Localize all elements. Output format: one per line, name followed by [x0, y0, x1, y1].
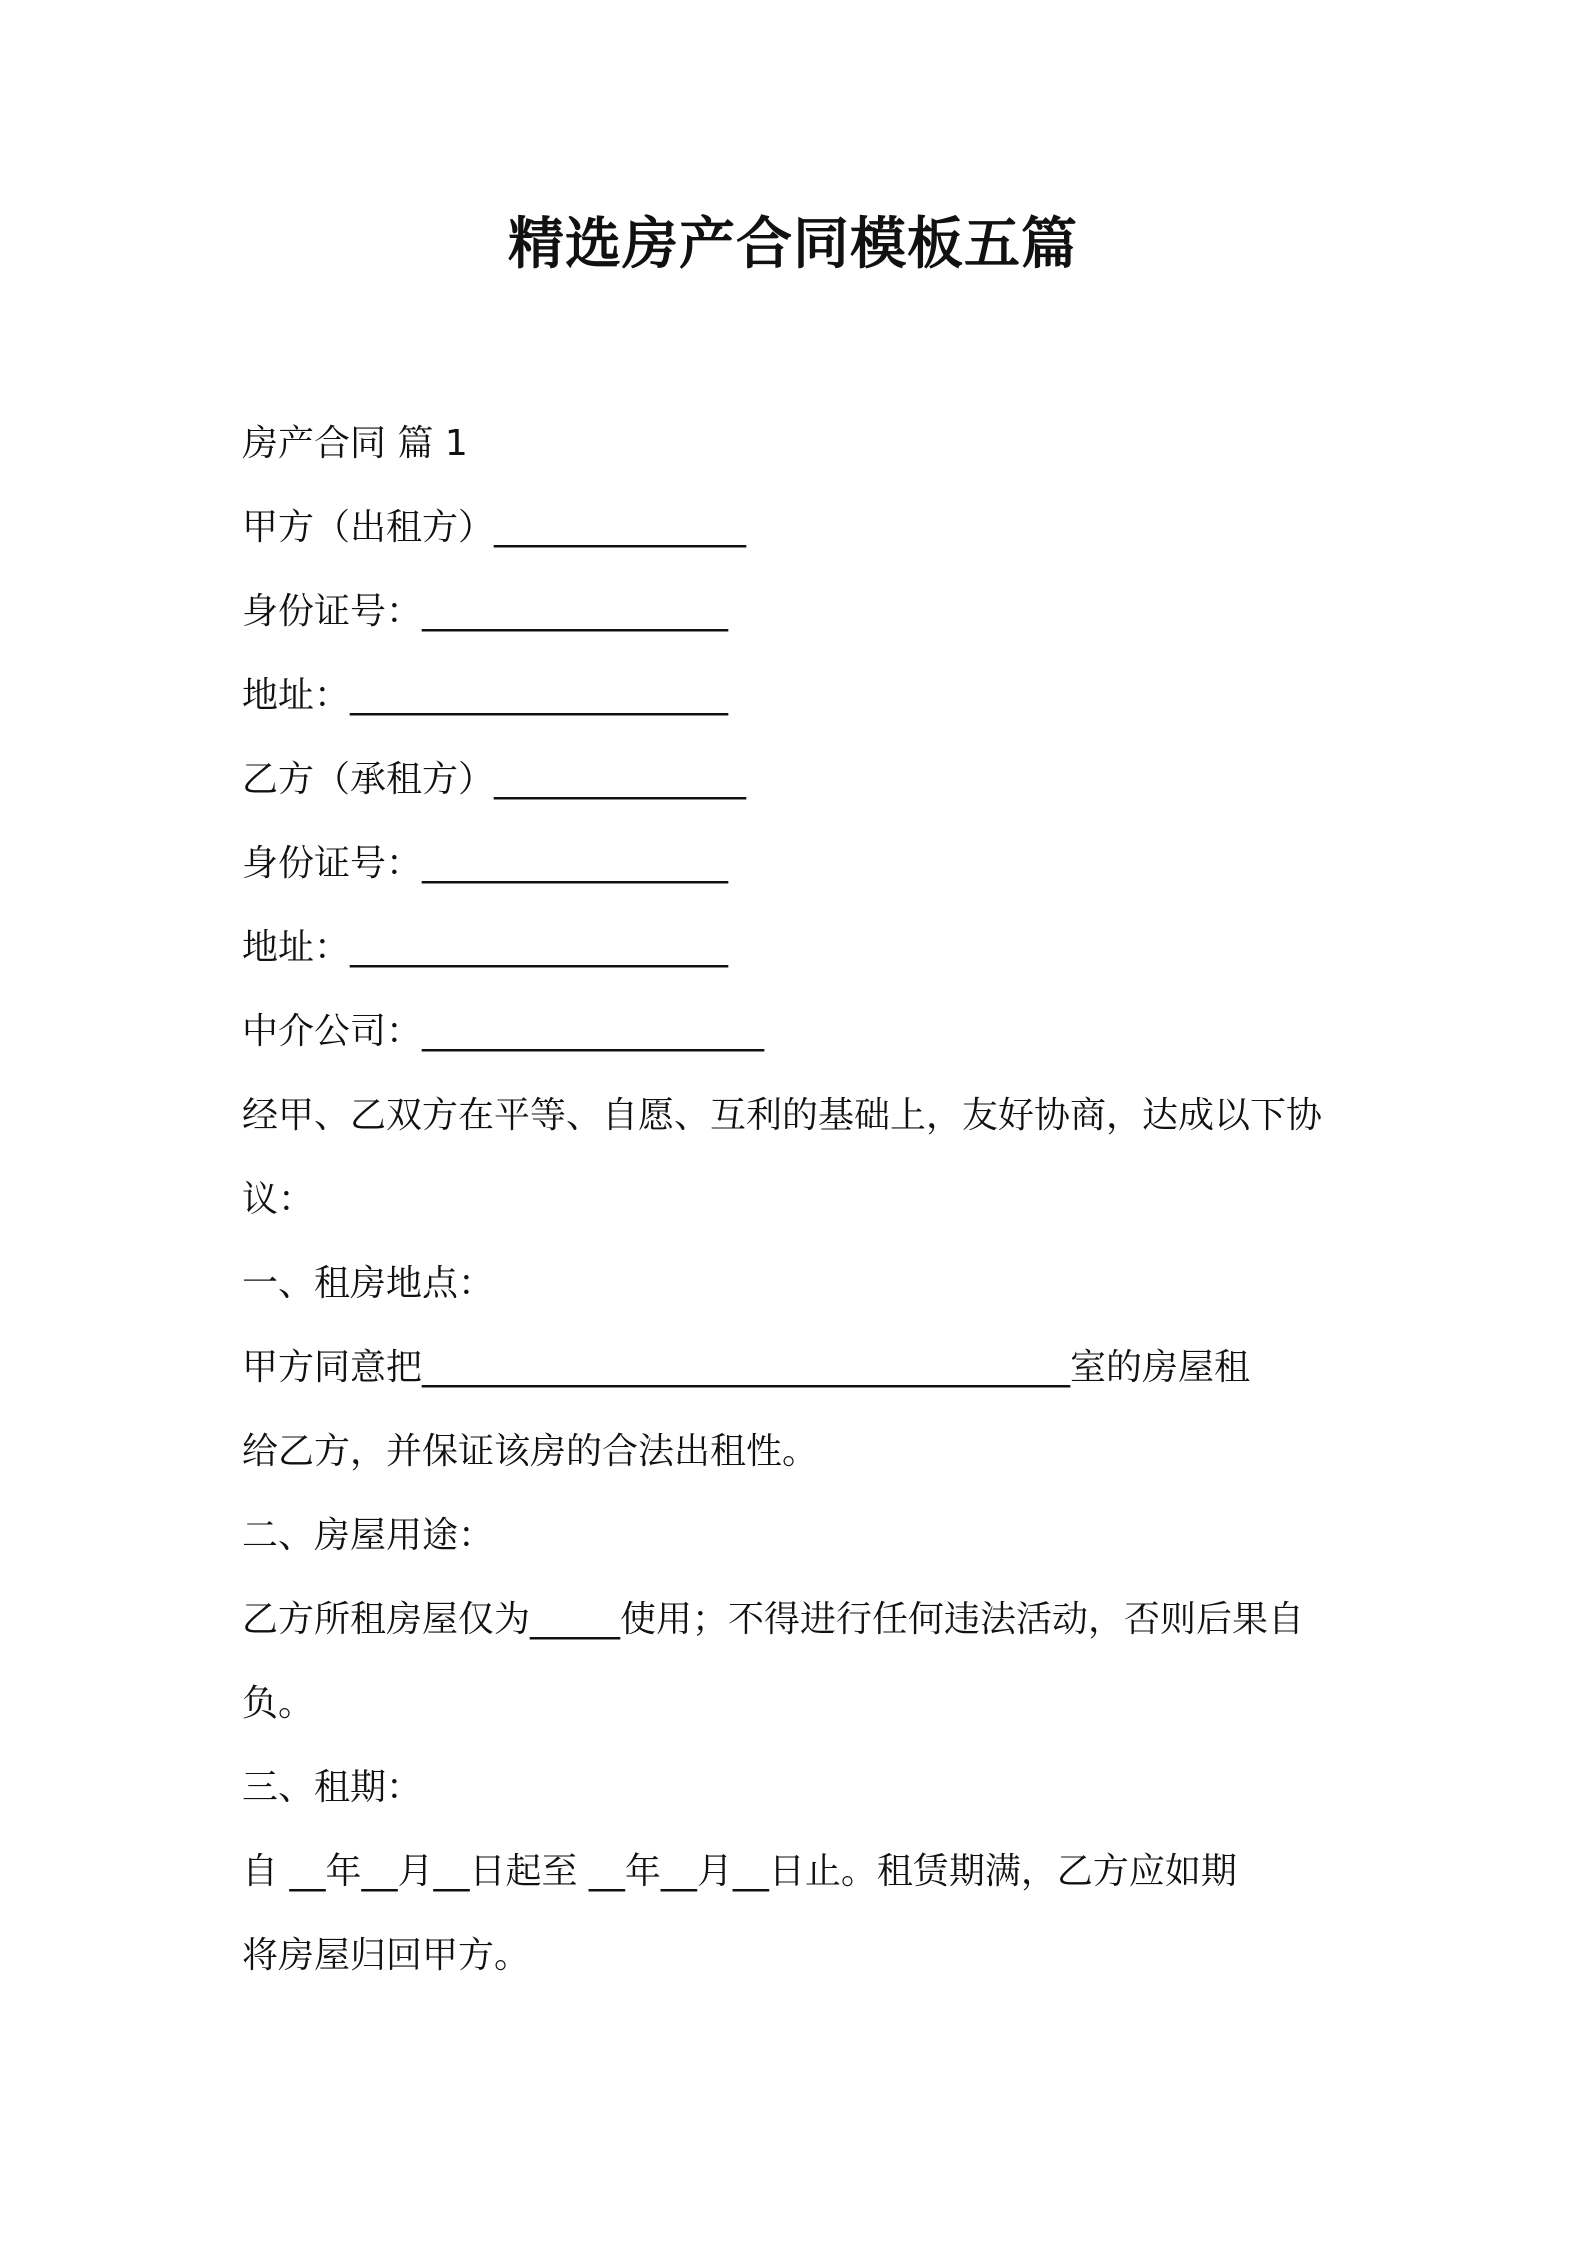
- clause-3-text-line-1: 自 __年__月__日起至 __年__月__日止。租赁期满，乙方应如期: [242, 1851, 1237, 1892]
- clause-2-text-line-2: 负。: [242, 1683, 315, 1724]
- document-body: [242, 402, 1362, 1998]
- party-b-address-line: 地址：_____________________: [242, 927, 729, 968]
- clause-3-heading: 三、租期：: [242, 1767, 423, 1808]
- party-a-line: 甲方（出租方）______________: [242, 507, 747, 548]
- party-a-id-line: 身份证号：_________________: [242, 591, 729, 632]
- document-title: 精选房产合同模板五篇: [508, 212, 1078, 277]
- section-heading-contract-1: 房产合同 篇 1: [242, 423, 468, 464]
- agreement-intro-line-1: 经甲、乙双方在平等、自愿、互利的基础上，友好协商，达成以下协: [242, 1095, 1323, 1136]
- clause-3-text-line-2: 将房屋归回甲方。: [242, 1935, 531, 1976]
- clause-2-text-line-1: 乙方所租房屋仅为_____使用；不得进行任何违法活动，否则后果自: [242, 1599, 1305, 1640]
- agreement-intro-line-2: 议：: [242, 1179, 315, 1220]
- clause-1-heading: 一、租房地点：: [242, 1263, 495, 1304]
- party-b-line: 乙方（承租方）______________: [242, 759, 747, 800]
- agency-line: 中介公司：___________________: [242, 1011, 765, 1052]
- party-b-id-line: 身份证号：_________________: [242, 843, 729, 884]
- clause-1-text-line-2: 给乙方，并保证该房的合法出租性。: [242, 1431, 819, 1472]
- clause-1-text-line-1: 甲方同意把____________________________________室的房屋租: [242, 1347, 1251, 1388]
- clause-2-heading: 二、房屋用途：: [242, 1515, 495, 1556]
- party-a-address-line: 地址：_____________________: [242, 675, 729, 716]
